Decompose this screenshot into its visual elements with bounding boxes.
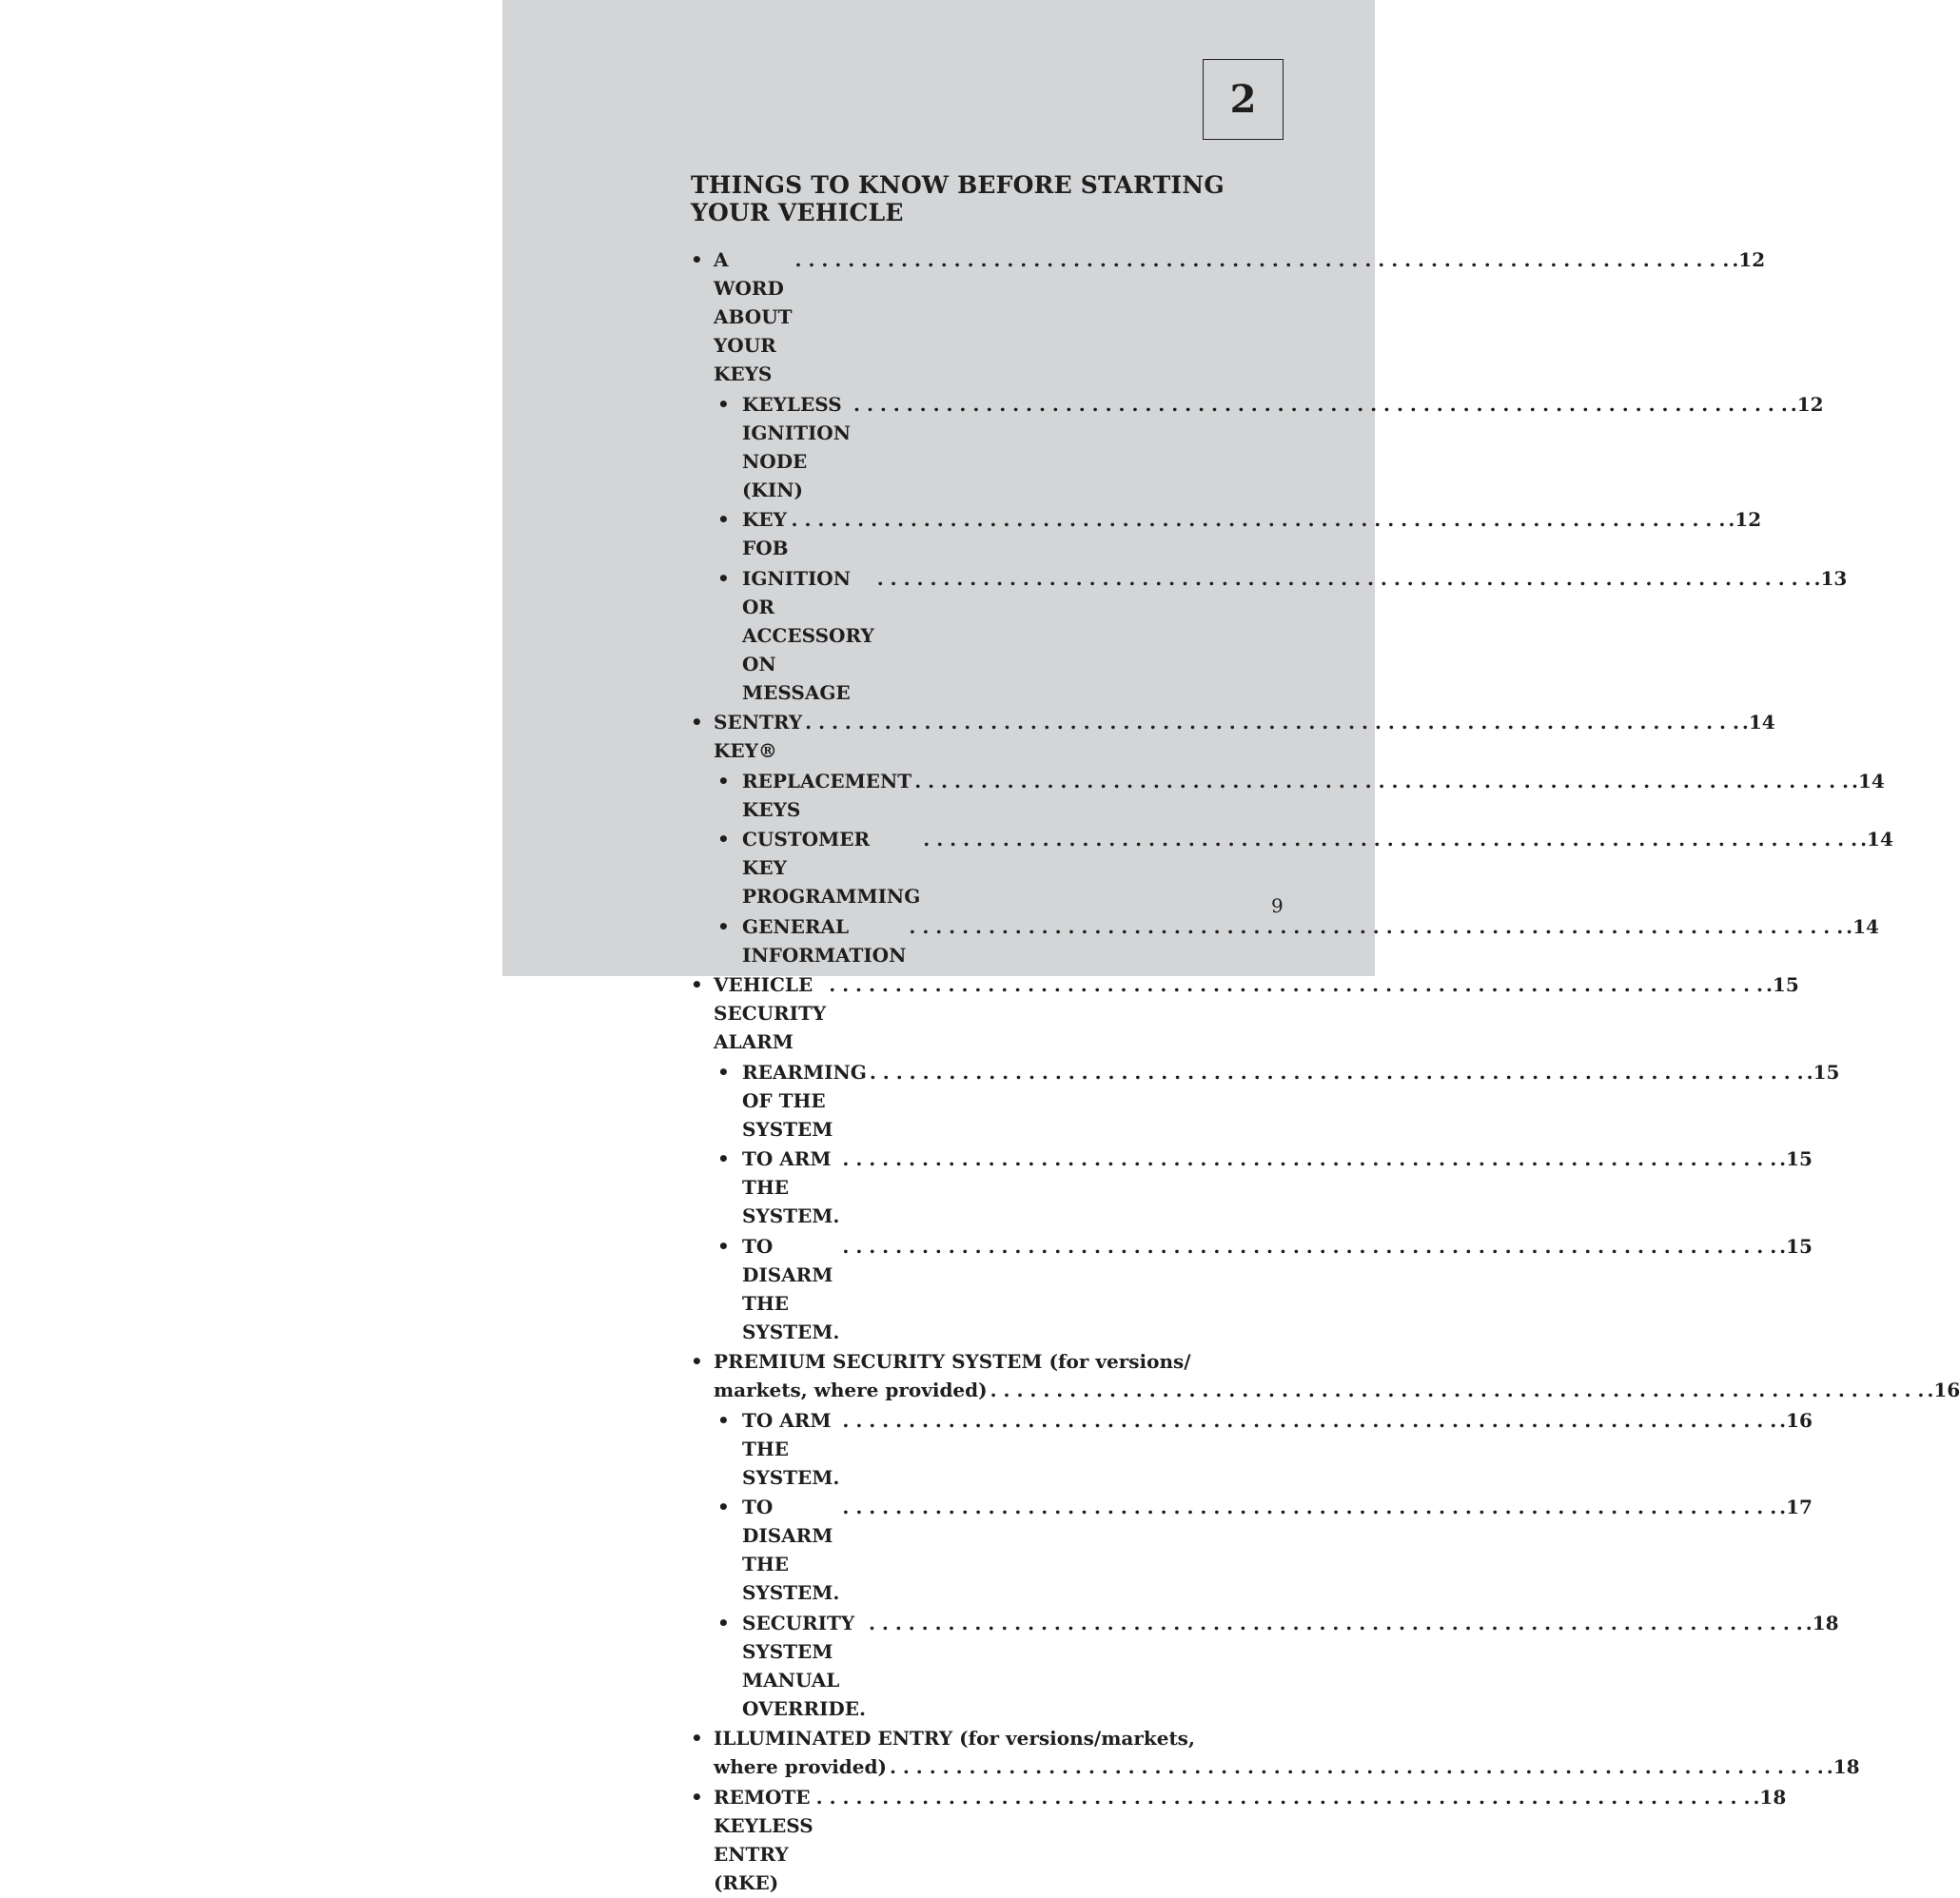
toc-entry[interactable] <box>691 245 1766 388</box>
toc-page-ref: .15 <box>1779 1147 1813 1170</box>
dot-leader <box>795 245 1730 274</box>
toc-subentry[interactable] <box>691 1232 1813 1346</box>
toc-entry-label: SENTRY KEY® <box>714 711 803 762</box>
bullet-icon: • <box>717 828 730 851</box>
toc-entry-label: KEY FOB <box>742 508 789 559</box>
chapter-number-box <box>1203 59 1284 140</box>
dot-leader <box>842 1232 1776 1261</box>
toc-subentry[interactable] <box>691 767 1885 824</box>
toc-entry[interactable] <box>691 1347 1960 1404</box>
toc-subentry[interactable] <box>691 1609 1839 1723</box>
dot-leader <box>792 505 1726 534</box>
section-title: THINGS TO KNOW BEFORE STARTING YOUR VEHICLE <box>691 171 1225 226</box>
dot-leader <box>853 390 1788 419</box>
toc-page-ref: .14 <box>1851 769 1885 792</box>
bullet-icon: • <box>717 1234 730 1258</box>
toc-page-ref: .15 <box>1779 1234 1813 1258</box>
toc-page-ref: .18 <box>1805 1611 1839 1634</box>
toc-subentry[interactable] <box>691 1145 1813 1230</box>
toc-entry[interactable] <box>691 1783 1787 1897</box>
toc-entry-label: KEYLESS IGNITION NODE (KIN) <box>742 392 852 501</box>
toc-subentry[interactable] <box>691 505 1762 562</box>
bullet-icon: • <box>717 392 730 416</box>
toc-subentry[interactable] <box>691 1493 1813 1607</box>
dot-leader <box>829 970 1763 999</box>
toc-entry[interactable] <box>691 1724 1860 1781</box>
dot-leader <box>869 1609 1803 1637</box>
toc-entry-label-line2: markets, where provided) <box>714 1379 988 1401</box>
toc-entry-label: IGNITION OR ACCESSORY ON MESSAGE <box>742 566 874 704</box>
bullet-icon: • <box>691 1785 703 1809</box>
bullet-icon: • <box>717 508 730 531</box>
toc-entry-label: TO ARM THE SYSTEM. <box>742 1408 840 1489</box>
toc-page-ref: .13 <box>1813 566 1848 590</box>
toc-entry-label: REARMING OF THE SYSTEM <box>742 1060 867 1141</box>
toc-entry-label: TO DISARM THE SYSTEM. <box>742 1234 840 1343</box>
toc-page-ref: .14 <box>1860 828 1893 851</box>
bullet-icon: • <box>691 1350 703 1373</box>
chapter-number: 2 <box>1229 77 1257 122</box>
bullet-icon: • <box>691 248 703 271</box>
dot-leader <box>842 1406 1776 1435</box>
bullet-icon: • <box>691 973 703 996</box>
bullet-icon: • <box>717 1408 730 1432</box>
toc-page-ref: .16 <box>1927 1379 1960 1401</box>
bullet-icon: • <box>717 566 730 590</box>
toc-page-ref: .18 <box>1826 1755 1860 1778</box>
toc-page-ref: .14 <box>1741 711 1775 734</box>
toc-entry-label: REMOTE KEYLESS ENTRY (RKE) <box>714 1785 813 1894</box>
table-of-contents <box>691 245 1960 1898</box>
toc-subentry[interactable] <box>691 912 1879 969</box>
dot-leader <box>923 825 1857 853</box>
toc-page <box>502 0 1960 1894</box>
toc-entry-label: TO ARM THE SYSTEM. <box>742 1147 840 1227</box>
toc-entry[interactable] <box>691 970 1799 1056</box>
dot-leader <box>842 1493 1776 1521</box>
toc-page-ref: .17 <box>1779 1496 1813 1518</box>
toc-entry-label: TO DISARM THE SYSTEM. <box>742 1496 840 1604</box>
blank-left-page <box>0 0 502 976</box>
dot-leader <box>816 1783 1751 1811</box>
dot-leader <box>805 708 1739 736</box>
toc-page-ref: .12 <box>1728 508 1762 531</box>
toc-entry-label: REPLACEMENT KEYS <box>742 769 912 821</box>
bullet-icon: • <box>717 1496 730 1518</box>
bullet-icon: • <box>691 711 703 734</box>
bullet-icon: • <box>717 1060 730 1084</box>
dot-leader <box>914 767 1849 795</box>
toc-subentry[interactable] <box>691 1058 1840 1144</box>
toc-page-ref: .18 <box>1753 1785 1787 1809</box>
toc-entry-label-line1: PREMIUM SECURITY SYSTEM (for versions/ <box>714 1350 1191 1373</box>
bullet-icon: • <box>717 769 730 792</box>
dot-leader <box>870 1058 1804 1086</box>
toc-page-ref: .15 <box>1806 1060 1840 1084</box>
dot-leader <box>890 1752 1824 1781</box>
toc-page-ref: .14 <box>1846 914 1879 938</box>
toc-subentry[interactable] <box>691 825 1893 910</box>
bullet-icon: • <box>717 1611 730 1634</box>
toc-entry[interactable] <box>691 708 1775 765</box>
toc-entry-label: VEHICLE SECURITY ALARM <box>714 973 827 1053</box>
toc-subentry[interactable] <box>691 1406 1813 1492</box>
bullet-icon: • <box>691 1727 703 1750</box>
dot-leader <box>877 564 1812 593</box>
toc-page-ref: .12 <box>1732 248 1766 271</box>
page-number: 9 <box>1271 894 1284 917</box>
bullet-icon: • <box>717 1147 730 1170</box>
toc-subentry[interactable] <box>691 564 1848 707</box>
toc-entry-label: SECURITY SYSTEM MANUAL OVERRIDE. <box>742 1611 866 1720</box>
toc-entry-label-line1: ILLUMINATED ENTRY (for versions/markets, <box>714 1727 1195 1750</box>
toc-page-ref: .15 <box>1765 973 1799 996</box>
toc-entry-label: CUSTOMER KEY PROGRAMMING <box>742 828 921 908</box>
bullet-icon: • <box>717 914 730 938</box>
toc-entry-label: GENERAL INFORMATION <box>742 914 907 967</box>
toc-page-ref: .16 <box>1779 1408 1813 1432</box>
dot-leader <box>842 1145 1776 1173</box>
dot-leader <box>990 1376 1925 1404</box>
toc-entry-label: A WORD ABOUT YOUR KEYS <box>714 248 793 385</box>
toc-page-ref: .12 <box>1790 392 1824 416</box>
dot-leader <box>909 912 1843 941</box>
toc-subentry[interactable] <box>691 390 1824 504</box>
toc-entry-label-line2: where provided) <box>714 1755 887 1778</box>
